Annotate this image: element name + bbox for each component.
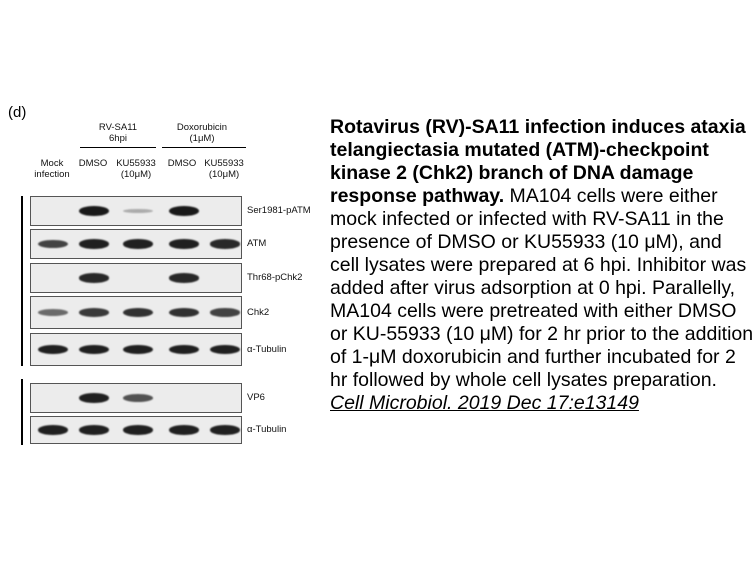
lane-header-1: [28, 158, 76, 180]
lane-header-line1: Mock: [40, 158, 64, 169]
lane-header-line1: DMSO: [78, 158, 108, 169]
caption-citation[interactable]: Cell Microbiol. 2019 Dec 17:e13149: [330, 392, 639, 414]
blot-band: [38, 425, 68, 434]
blot-marker-label: α-Tubulin: [247, 424, 287, 435]
blot-band: [210, 239, 240, 248]
blot-band: [169, 239, 199, 248]
blot-band: [210, 308, 240, 316]
lane-header-2: [73, 158, 113, 169]
group-underline-doxorubicin: [162, 147, 246, 148]
blot-band: [169, 308, 199, 317]
blot-band: [38, 345, 68, 354]
group-header-line1: Doxorubicin: [176, 122, 228, 133]
lane-header-line2: (10μM): [120, 169, 152, 180]
lane-header-3: [112, 158, 160, 180]
blot-band: [169, 425, 199, 434]
blot-strip: [30, 383, 242, 413]
lane-header-line2: (10μM): [208, 169, 240, 180]
blot-band: [79, 425, 109, 434]
group-header-rv-sa11: [82, 122, 154, 144]
lane-header-5: [200, 158, 248, 180]
lane-header-line1: KU55933: [204, 158, 244, 169]
blot-band: [169, 273, 199, 282]
blot-band: [210, 345, 240, 354]
lane-header-line2: infection: [34, 169, 70, 180]
figure-caption: [330, 116, 754, 415]
blot-strip: [30, 416, 242, 444]
lane-header-line1: KU55933: [116, 158, 156, 169]
blot-band: [123, 308, 153, 317]
group-header-line2: (1μM): [189, 133, 215, 144]
blot-marker-label: ATM: [247, 238, 267, 249]
blot-band: [169, 206, 199, 216]
blot-band: [79, 393, 109, 402]
blot-band: [123, 425, 153, 434]
blot-strip: [30, 196, 242, 226]
caption-body: MA104 cells were either mock infected or infected with RV-SA11 in the presence of DMSO or KU55933 (10 μM), and cell lysates were prepared at 6 hpi. Inhibitor was added after virus adsorption at 0 hpi. Parallelly, MA104 cells were pretreated with either DMSO or KU-55933 (10 μM) for 2 hr prior to the addition of 1-μM doxorubicin and further incubated for 2 hr followed by whole cell lysates preparation.: [330, 185, 754, 391]
group-header-line1: RV-SA11: [98, 122, 138, 133]
group-underline-rv-sa11: [80, 147, 156, 148]
blot-band: [123, 239, 153, 248]
blot-marker-label: α-Tubulin: [247, 343, 287, 355]
blot-strip: [30, 263, 242, 293]
blot-band: [123, 209, 153, 213]
lane-header-4: [162, 158, 202, 169]
blot-strip: [30, 333, 242, 366]
blot-band: [79, 206, 109, 216]
blot-marker-label: Thr68-pChk2: [247, 272, 303, 283]
panel-label: (d): [8, 104, 27, 121]
blot-marker-label: Chk2: [247, 306, 270, 318]
blot-band: [79, 345, 109, 354]
blot-marker-label: Ser1981-pATM: [247, 205, 311, 216]
blot-band: [123, 345, 153, 354]
blot-band: [79, 273, 109, 282]
blot-band: [169, 345, 199, 354]
blot-band: [79, 239, 109, 248]
bracket-lower: [21, 379, 23, 445]
blot-band: [210, 425, 240, 434]
blot-marker-label: VP6: [247, 392, 265, 403]
blot-band: [38, 240, 68, 248]
lane-header-line1: DMSO: [167, 158, 197, 169]
blot-band: [79, 308, 109, 317]
blot-band: [123, 394, 153, 402]
group-header-doxorubicin: [162, 122, 242, 144]
group-header-line2: 6hpi: [109, 133, 127, 144]
caption-title: Rotavirus (RV)-SA11 infection induces ataxia telangiectasia mutated (ATM)-checkpoint kinase 2 (Chk2) branch of DNA damage response pathway.: [330, 116, 746, 207]
bracket-upper: [21, 196, 23, 366]
blot-band: [38, 309, 68, 316]
blot-strip: [30, 296, 242, 329]
blot-strip: [30, 229, 242, 259]
